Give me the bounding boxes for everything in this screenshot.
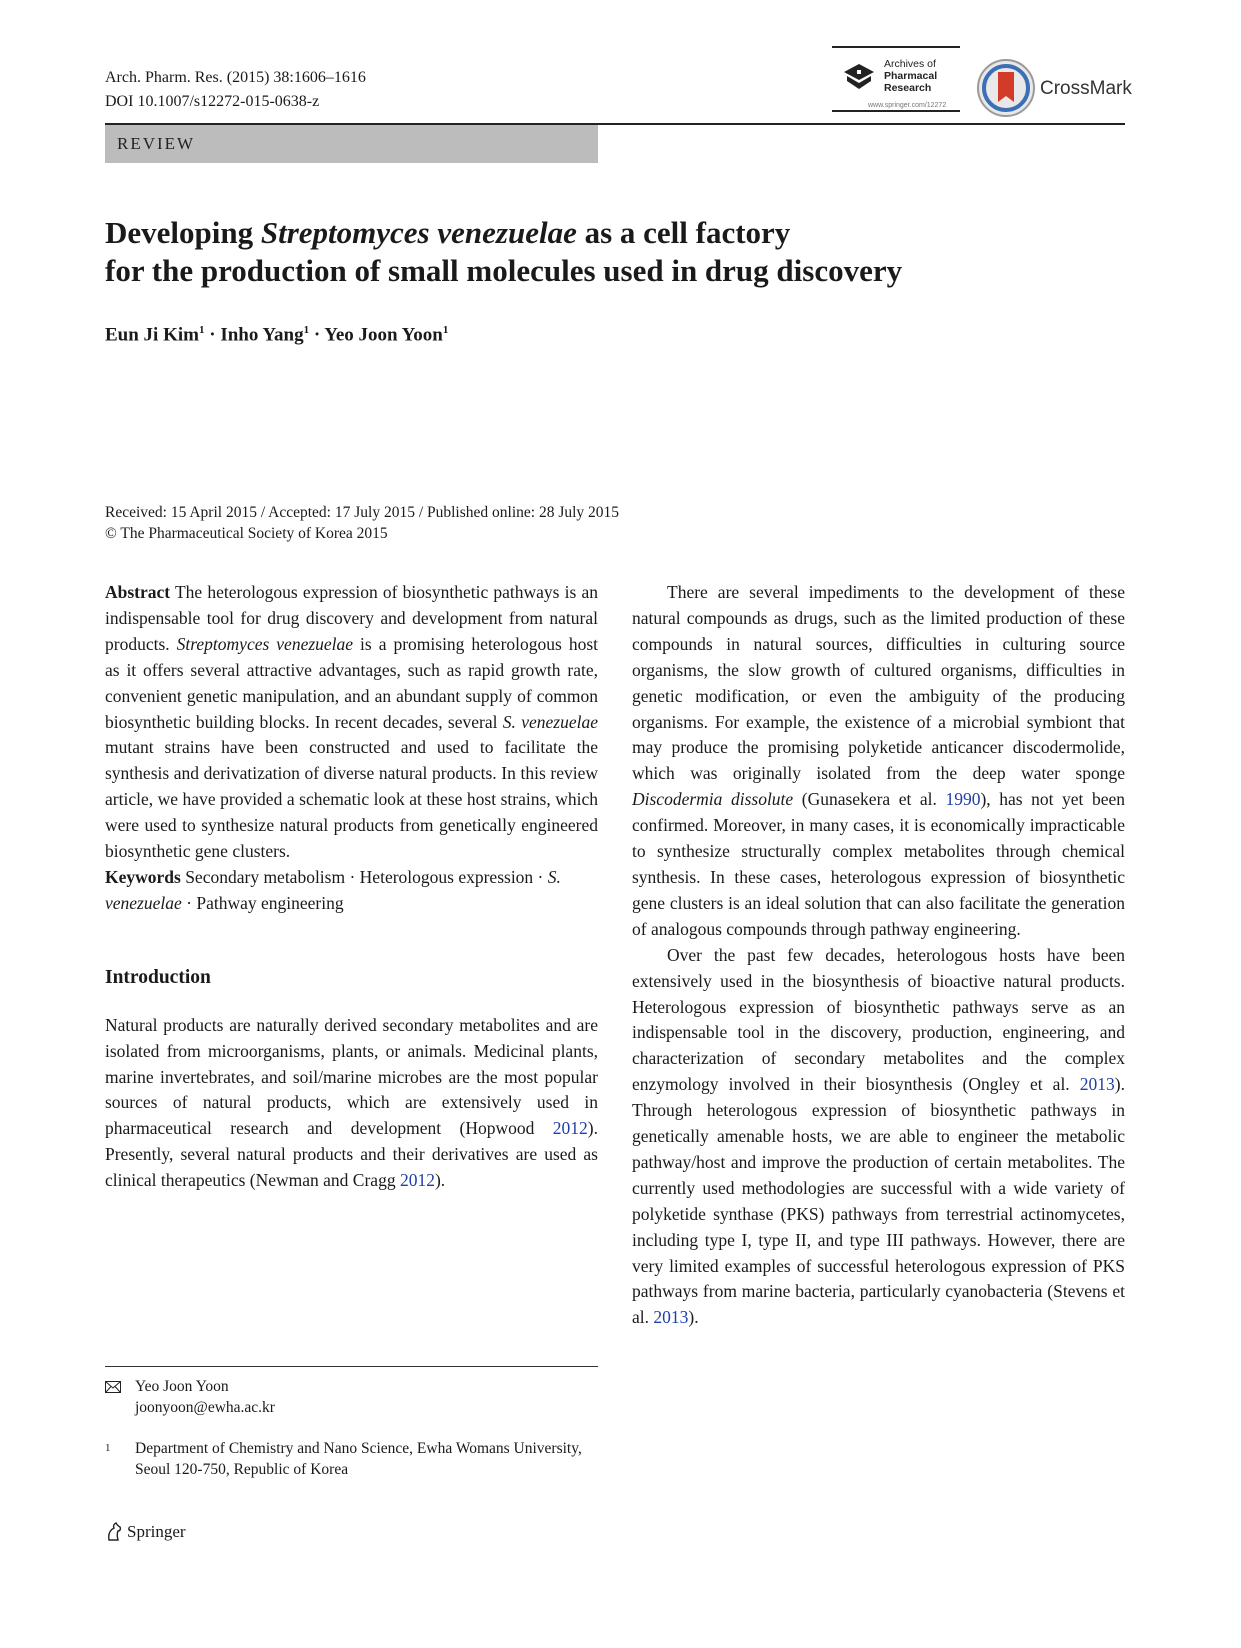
- abstract-text: The heterologous expression of biosynthetic pathways is an indispensable tool for drug discovery and development from natural products.: [105, 582, 598, 654]
- author-affiliation: 1: [442, 324, 449, 336]
- author-affiliation: 1: [303, 324, 310, 336]
- body-species: Discodermia dissolute: [632, 789, 794, 810]
- crossmark-label[interactable]: CrossMark: [1040, 78, 1132, 99]
- author-separator: ·: [204, 324, 221, 346]
- article-title: [105, 214, 1105, 290]
- body-text: ), has not yet been confirmed. Moreover, in many cases, it is economically impracticable to synthesize structurally complex metabolites through chemical synthesis. In these cases, heterologous expression of biosynthetic gene clusters is an ideal solution that can also facilitate the generation of analogous compounds through pathway engineering.: [632, 789, 1125, 939]
- title-species: Streptomyces venezuelae: [260, 215, 577, 250]
- logo-line-2: Pharmacal: [884, 70, 938, 82]
- footnotes: [105, 1376, 598, 1480]
- citation-link[interactable]: 2012: [552, 1118, 588, 1139]
- citation-link[interactable]: 2012: [399, 1170, 435, 1191]
- citation-link[interactable]: 2013: [653, 1307, 689, 1328]
- abstract-label: Abstract: [105, 582, 171, 602]
- journal-logo-text: [884, 58, 937, 94]
- logo-line-1: Archives of: [884, 58, 936, 70]
- author-separator: ·: [309, 324, 325, 346]
- body-paragraph: [632, 943, 1125, 1332]
- body-text: There are several impediments to the development of these natural compounds as drugs, such as the limited production of these compounds in natural sources, difficulties in culturing source organisms, the slow growth of cultured organisms, difficulties in genetic modification, or even the ambiguity of the producing organisms. For example, the existence of a microbial symbiont that may produce the promising polyketide anticancer discodermolide, which was originally isolated from the deep water sponge: [632, 582, 1125, 784]
- copyright-notice: © The Pharmaceutical Society of Korea 2015: [105, 525, 388, 542]
- keywords-text: Secondary metabolism · Heterologous expression ·: [180, 866, 548, 887]
- body-text: ). Through heterologous expression of biosynthetic pathways in genetically amenable hosts, we are able to engineer the metabolic pathway/host and improve the production of certain metabolites. The currently used methodologies are successful with a wide variety of polyketide synthase (PKS) pathways from terrestrial actinomycetes, including type I, type II, and type III pathways. However, there are very limited examples of successful heterologous expression of PKS pathways from marine bacteria, particularly cyanobacteria (Stevens et al.: [632, 1074, 1125, 1328]
- logo-line-3: Research: [884, 82, 932, 94]
- author-affiliation: 1: [198, 324, 205, 336]
- title-prefix: Developing: [105, 215, 261, 250]
- title-line-1: [105, 214, 1105, 252]
- affiliation-text: Department of Chemistry and Nano Science, Ewha Womans University, Seoul 120-750, Republic of Korea: [135, 1440, 582, 1478]
- abstract-species: Streptomyces venezuelae: [176, 633, 354, 654]
- footnote-rule: [105, 1366, 598, 1367]
- doi: DOI 10.1007/s12272-015-0638-z: [105, 93, 320, 110]
- abstract-text: mutant strains have been constructed and used to facilitate the synthesis and derivatization of diverse natural products. In this review article, we have provided a schematic look at these host strains, which were used to synthesize natural products from genetically engineered biosynthetic gene clusters.: [105, 737, 598, 862]
- publication-dates: [105, 502, 619, 544]
- author-name[interactable]: Inho Yang: [220, 324, 304, 346]
- abstract-text: is a promising heterologous host as it offers several attractive advantages, such as rapid growth rate, convenient genetic manipulation, and an abundant supply of common biosynthetic building blocks. In recent decades, several: [105, 633, 598, 732]
- left-column: [105, 580, 598, 1194]
- abstract-species: S. venezuelae: [502, 711, 598, 732]
- contact-email[interactable]: joonyoon@ewha.ac.kr: [135, 1399, 275, 1416]
- title-suffix: as a cell factory: [576, 215, 791, 250]
- history-dates: Received: 15 April 2015 / Accepted: 17 July 2015 / Published online: 28 July 2015: [105, 504, 620, 521]
- body-text: ).: [688, 1307, 699, 1328]
- crossmark-icon[interactable]: [976, 58, 1036, 118]
- publisher-name: Springer: [127, 1522, 186, 1541]
- article-type-band: [105, 125, 598, 163]
- introduction-paragraph: [105, 1013, 598, 1194]
- corresponding-author: [105, 1376, 598, 1418]
- article-type-label: REVIEW: [117, 134, 196, 153]
- intro-text: ). Presently, several natural products and their derivatives are used as clinical therapeutics (Newman and Cragg: [105, 1118, 598, 1191]
- contact-name: Yeo Joon Yoon: [135, 1378, 229, 1395]
- abstract-paragraph: [105, 580, 598, 865]
- introduction-heading: Introduction: [105, 966, 211, 988]
- author-list: [105, 324, 448, 346]
- affiliation-number: 1: [105, 1442, 111, 1454]
- keywords-species: S. venezuelae: [105, 866, 561, 913]
- body-text: (Gunasekera et al.: [793, 789, 946, 810]
- logo-url: www.springer.com/12272: [868, 102, 947, 109]
- body-text: Over the past few decades, heterologous hosts have been extensively used in the biosynthesis of bioactive natural products. Heterologous expression of biosynthetic pathways serve as an indispensable tool in the discovery, production, engineering, and characterization of secondary metabolites and the complex enzymology involved in their biosynthesis (Ongley et al.: [632, 944, 1125, 1095]
- journal-citation: Arch. Pharm. Res. (2015) 38:1606–1616: [105, 69, 366, 86]
- author-name[interactable]: Yeo Joon Yoon: [324, 324, 443, 346]
- intro-text: ).: [434, 1170, 446, 1191]
- citation-link[interactable]: 2013: [1079, 1074, 1115, 1095]
- envelope-icon: [105, 1381, 121, 1393]
- journal-emblem-icon: [842, 62, 876, 92]
- publisher-logo[interactable]: [105, 1522, 186, 1542]
- citation-link[interactable]: 1990: [945, 789, 981, 810]
- springer-horse-icon: [105, 1522, 123, 1542]
- author-name[interactable]: Eun Ji Kim: [105, 324, 199, 346]
- affiliation-footnote: [105, 1438, 598, 1480]
- keywords-paragraph: [105, 865, 598, 917]
- title-line-2: for the production of small molecules used in drug discovery: [105, 253, 903, 288]
- intro-text: Natural products are naturally derived secondary metabolites and are isolated from microorganisms, plants, or animals. Medicinal plants, marine invertebrates, and soil/marine microbes are the most popular sources of natural products, which are extensively used in pharmaceutical research and development (Hopwood: [105, 1014, 598, 1139]
- keywords-label: Keywords: [105, 866, 181, 887]
- journal-logo[interactable]: [832, 46, 960, 112]
- keywords-text: · Pathway engineering: [181, 892, 344, 913]
- body-paragraph: [632, 580, 1125, 943]
- right-column: [632, 580, 1125, 1331]
- journal-reference: [105, 66, 366, 114]
